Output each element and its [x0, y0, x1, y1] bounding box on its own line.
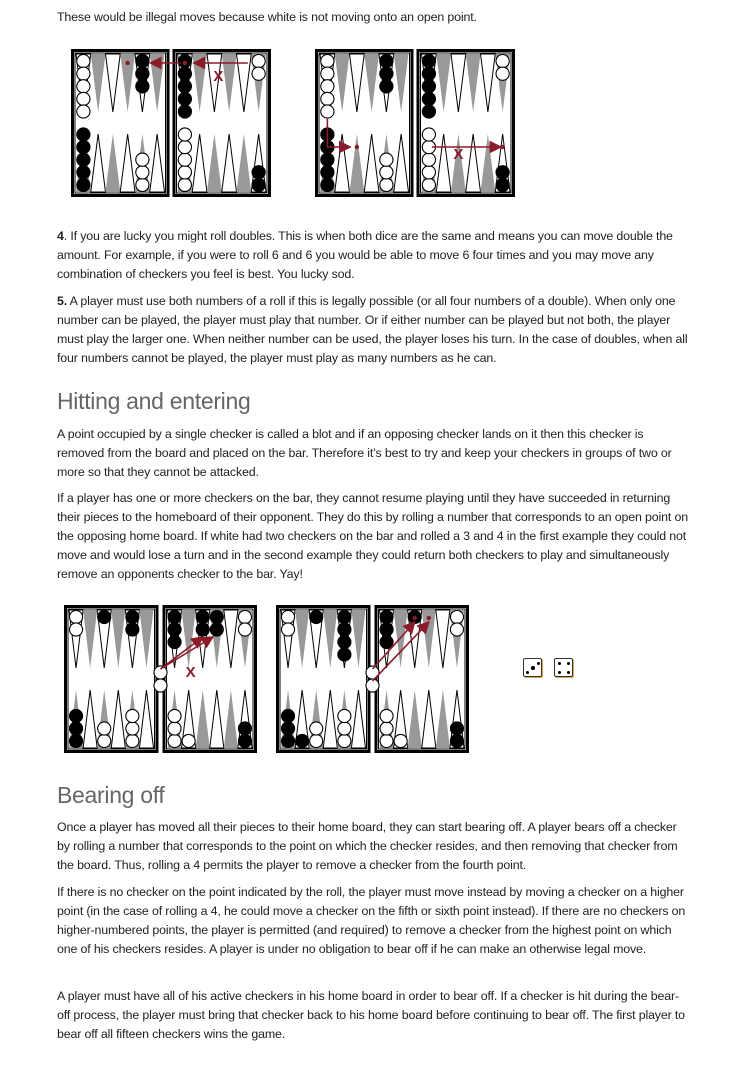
black-checker [168, 635, 181, 648]
white-checker [338, 734, 351, 747]
white-checker [321, 67, 334, 80]
black-checker [380, 80, 393, 93]
white-checker [136, 166, 149, 179]
black-checker [77, 178, 90, 191]
white-checker [154, 666, 167, 679]
white-checker [178, 128, 191, 141]
black-checker [136, 55, 149, 68]
white-checker [496, 67, 509, 80]
black-checker [338, 623, 351, 636]
intro-text: These would be illegal moves because white is not moving onto an open point. [57, 10, 477, 24]
black-checker [70, 709, 83, 722]
black-checker [126, 623, 139, 636]
black-checker [77, 166, 90, 179]
white-checker [77, 55, 90, 68]
illegal-move-x-icon: X [185, 664, 196, 681]
white-checker [321, 105, 334, 118]
die-four-icon [554, 658, 573, 677]
white-checker [321, 80, 334, 93]
white-checker [154, 679, 167, 692]
white-checker [168, 722, 181, 735]
black-checker [321, 178, 334, 191]
black-checker [380, 635, 393, 648]
black-checker [422, 80, 435, 93]
black-checker [450, 734, 463, 747]
white-checker [182, 734, 195, 747]
white-checker [422, 166, 435, 179]
bearing-paragraph: A player must have all of his active checkers in his home board in order to bear off. If a checker is hit during the bear-off process, the player must bring that checker back to his home board before continuing to bear off. The first player to bear off all fifteen checkers wins the game. [57, 989, 685, 1041]
white-checker [136, 153, 149, 166]
white-checker [380, 734, 393, 747]
board-diagram-illegal-2 [315, 49, 515, 197]
white-checker [77, 67, 90, 80]
white-checker [380, 178, 393, 191]
black-checker [380, 55, 393, 68]
black-checker [77, 141, 90, 154]
black-checker [168, 623, 181, 636]
white-checker [126, 709, 139, 722]
black-checker [310, 611, 323, 624]
white-checker [238, 611, 251, 624]
black-checker [210, 623, 223, 636]
black-checker [98, 611, 111, 624]
black-checker [238, 722, 251, 735]
rule-number: 4 [57, 229, 64, 243]
white-checker [450, 623, 463, 636]
white-checker [422, 128, 435, 141]
black-checker [338, 648, 351, 661]
black-checker [178, 80, 191, 93]
die-pip [567, 671, 571, 675]
target-dot [427, 616, 431, 620]
black-checker [136, 67, 149, 80]
black-checker [70, 722, 83, 735]
black-checker [338, 611, 351, 624]
white-checker [338, 722, 351, 735]
white-checker [422, 153, 435, 166]
die-pip [558, 662, 562, 666]
die-pip [567, 662, 571, 666]
black-checker [70, 734, 83, 747]
black-checker [126, 611, 139, 624]
white-checker [77, 80, 90, 93]
target-dot [183, 61, 187, 65]
illegal-move-x-icon: X [453, 146, 464, 163]
white-checker [126, 722, 139, 735]
board-diagram-illegal-1 [71, 49, 271, 197]
black-checker [422, 105, 435, 118]
hitting-paragraph: A point occupied by a single checker is called a blot and if an opposing checker lands on it then this checker is removed from the board and placed on the bar. Therefore it’s best to try and keep your checkers in groups of two or more so that they cannot be attacked. [57, 427, 672, 479]
black-checker [282, 709, 295, 722]
white-checker [168, 709, 181, 722]
black-checker [380, 67, 393, 80]
bearing-paragraph: Once a player has moved all their pieces to their home board, they can start bearing off. A player bears off a checker by rolling a number that corresponds to the point on which the checker resides, and then removing that checker from the board. Thus, rolling a 4 permits the player to remove a checker from the fourth point. [57, 820, 678, 872]
white-checker [98, 734, 111, 747]
heading-bearing-off: Bearing off [57, 782, 165, 808]
white-checker [70, 611, 83, 624]
target-dot [413, 616, 417, 620]
white-checker [310, 722, 323, 735]
white-checker [98, 722, 111, 735]
rule-text: . If you are lucky you might roll doubles. This is when both dice are the same and means you can move double the amount. For example, if you were to roll 6 and 6 you would be able to move 6 four times and you may move any combination of checkers you feel is best. You lucky sod. [57, 229, 673, 281]
black-checker [380, 611, 393, 624]
target-dot [355, 145, 359, 149]
white-checker [450, 611, 463, 624]
white-checker [70, 623, 83, 636]
white-checker [178, 166, 191, 179]
die-pip [558, 671, 562, 675]
white-checker [282, 623, 295, 636]
white-checker [77, 105, 90, 118]
white-checker [252, 67, 265, 80]
black-checker [338, 635, 351, 648]
rule-5 [57, 292, 689, 368]
white-checker [380, 709, 393, 722]
black-checker [422, 67, 435, 80]
die-three-icon [523, 658, 542, 677]
black-checker [450, 722, 463, 735]
hitting-paragraph: If a player has one or more checkers on the bar, they cannot resume playing until they have succeeded in returning their pieces to the homeboard of their opponent. They do this by rolling a number that corresponds to an open point on the opposing home board. If white had two checkers on the bar and rolled a 3 and 4 in the first example they could not move and would lose a turn and in the second example they could return both checkers to play and simultaneously remove an opponents checker to the bar. Yay! [57, 491, 688, 581]
black-checker [422, 55, 435, 68]
white-checker [380, 166, 393, 179]
black-checker [136, 80, 149, 93]
black-checker [252, 178, 265, 191]
white-checker [422, 178, 435, 191]
white-checker [238, 623, 251, 636]
black-checker [196, 623, 209, 636]
white-checker [310, 734, 323, 747]
rule-4 [57, 227, 689, 284]
white-checker [380, 153, 393, 166]
board-diagram-entering-2 [276, 605, 469, 753]
bearing-paragraph: If there is no checker on the point indicated by the roll, the player must move instead by moving a checker on a higher point (in the case of rolling a 4, he could move a checker on the fifth or sixth point instead). If there are no checkers on higher-numbered points, the player is permitted (and required) to remove a checker from the highest point on which one of his checkers resides. A player is under no obligation to bear off if he can make an otherwise legal move. [57, 885, 686, 956]
target-dot [125, 61, 129, 65]
white-checker [321, 92, 334, 105]
die-pip [531, 666, 535, 670]
black-checker [77, 128, 90, 141]
black-checker [296, 734, 309, 747]
heading-hitting: Hitting and entering [57, 388, 251, 414]
white-checker [136, 178, 149, 191]
black-checker [321, 153, 334, 166]
die-pip [526, 671, 530, 675]
black-checker [178, 92, 191, 105]
white-checker [496, 55, 509, 68]
black-checker [422, 92, 435, 105]
white-checker [321, 55, 334, 68]
black-checker [496, 166, 509, 179]
black-checker [252, 166, 265, 179]
rule-number: 5. [57, 294, 68, 308]
black-checker [168, 611, 181, 624]
white-checker [252, 55, 265, 68]
black-checker [196, 611, 209, 624]
black-checker [282, 734, 295, 747]
black-checker [210, 611, 223, 624]
white-checker [126, 734, 139, 747]
black-checker [321, 166, 334, 179]
black-checker [282, 722, 295, 735]
black-checker [238, 734, 251, 747]
white-checker [77, 92, 90, 105]
white-checker [178, 178, 191, 191]
white-checker [168, 734, 181, 747]
white-checker [178, 141, 191, 154]
black-checker [77, 153, 90, 166]
board-diagram-entering-1 [64, 605, 257, 753]
white-checker [282, 611, 295, 624]
black-checker [178, 105, 191, 118]
die-pip [537, 662, 541, 666]
white-checker [178, 153, 191, 166]
black-checker [178, 67, 191, 80]
white-checker [338, 709, 351, 722]
white-checker [380, 722, 393, 735]
target-dot [500, 145, 504, 149]
black-checker [496, 178, 509, 191]
white-checker [394, 734, 407, 747]
rule-text: A player must use both numbers of a roll if this is legally possible (or all four numbers of a double). When only one number can be played, the player must play that number. Or if either number can be played but not both, the player must play the larger one. When neither number can be used, the player loses his turn. In the case of doubles, when all four numbers cannot be played, the player must play as many numbers as he can. [57, 294, 688, 365]
illegal-move-x-icon: X [213, 68, 224, 85]
black-checker [380, 623, 393, 636]
